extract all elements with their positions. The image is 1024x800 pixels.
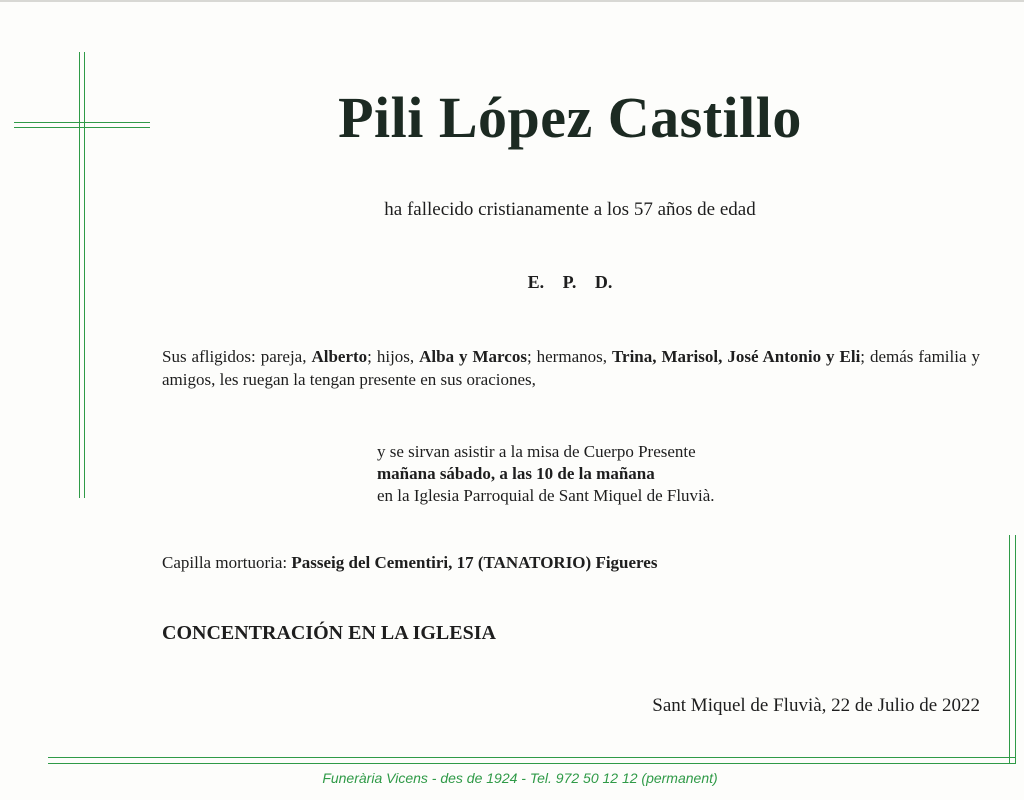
top-edge-line [0, 0, 1024, 2]
deceased-name: Pili López Castillo [338, 85, 802, 150]
mourners-text: ; demás familia y amigos, les ruegan la tengan presente en sus oraciones, [162, 347, 980, 389]
mass-time: mañana sábado, a las 10 de la mañana [377, 464, 655, 483]
right-border-line [1009, 535, 1016, 763]
chapel-address: Passeig del Cementiri, 17 (TANATORIO) Figueres [291, 553, 658, 572]
age-statement: ha fallecido cristianamente a los 57 años de edad [384, 199, 756, 220]
mass-location: en la Iglesia Parroquial de Sant Miquel de Fluvià. [377, 486, 715, 505]
mourner-children: Alba y Marcos [419, 347, 527, 366]
chapel-info [162, 553, 657, 573]
mass-info [377, 441, 715, 507]
mourners-text: Sus afligidos: pareja, [162, 347, 312, 366]
mourners-text: ; hijos, [367, 347, 420, 366]
bottom-border-line [48, 757, 1016, 764]
place-date: Sant Miquel de Fluvià, 22 de Julio de 2022 [652, 695, 980, 716]
mass-line-1: y se sirvan asistir a la misa de Cuerpo Presente [377, 442, 696, 461]
mourners-text: ; hermanos, [526, 347, 612, 366]
epd-text: E. P. D. [527, 272, 613, 292]
mourners-paragraph [162, 345, 980, 391]
mourner-siblings: Trina, Marisol, José Antonio y Eli [611, 347, 861, 366]
funeral-home-footer: Funerària Vicens - des de 1924 - Tel. 972 50 12 12 (permanent) [322, 770, 718, 786]
chapel-label: Capilla mortuoria: [162, 553, 292, 572]
concentration-notice: CONCENTRACIÓN EN LA IGLESIA [162, 622, 496, 644]
mourner-partner: Alberto [311, 347, 368, 366]
